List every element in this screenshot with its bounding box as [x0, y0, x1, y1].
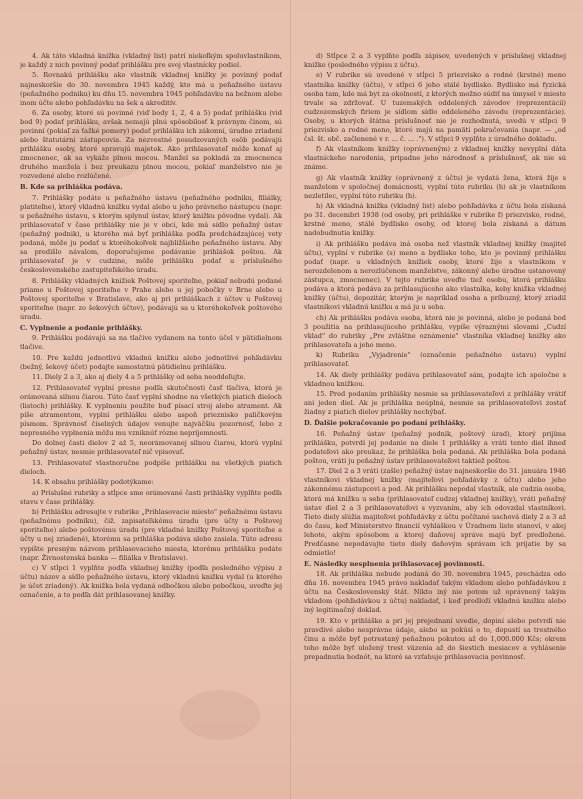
paragraph: i) Ak prihlášku podáva iná osoba než vlastník vkladnej knižky (majiteľ účtu), vyplní v rubrike (s) meno a bydlisko toho, kto je povinný prihlášku podať (napr. u vkladných knižiek osoby, ktoré žije s vlastníkom v nerozdelenom a nerozlúčenom manželstve, zákonný alebo úradne ustanovený zástupca, zmocnenec). V tejto rubrike uveďte tiež osobu, ktorá prihlášku podáva a ktorá podáva za prihlasujúceho ako vlastníka, keby knižka vkladnej knižky (účtu), depozitár, ktorým je napríklad osoba a príbuzný, ktorý zriadil vlastníkovi vkladnú knižku a má ju u seba. — [304, 239, 566, 312]
paragraph: c) V stĺpci 1 vyplňte podľa vkladnej knižky (podľa posledného výpisu z účtu) názov a sídlo peňažného ústavu, ktorý vkladnú knižku vydal (u ktorého je účet zriadený). Ak knižka bola vydaná odbočkou alebo pobočkou, uveďte jej označenie, a to podľa dát prihlasovanej knižky. — [20, 564, 282, 600]
section-heading: B. Kde sa prihláška podáva. — [20, 183, 123, 192]
paragraph: f) Ak vlastníkom knižky (oprávneným) z vkladnej knižky nevyplní dáta vlastníckeho narodenia, pripadne jeho národnosť a príslušnosť, ak nie sú známe. — [304, 145, 566, 172]
paragraph: Do dolnej časti dielov 2 až 5, neorámovanej silnou čiarou, ktorú vyplní peňažný ústav, nesmie prihlasovateľ nič vpisovať. — [20, 439, 282, 457]
paragraph: 8. Prihlášky vkladných knižiek Poštovej sporiteľne, pokiaľ nebudú podané priamo u Poštovej sporiteľne v Prahe alebo u jej pobočky v Brne alebo u Poštovej sporiteľne v Bratislave, ako aj pri prihláškach z účtov u Poštovej sporiteľne (napr. zo šekových účtov), podávajú sa u ktoréhokoľvek poštového úradu. — [20, 276, 282, 321]
paragraph: 15. Pred podaním prihlášky nesmie sa prihlasovateľovi z prihlášky vrátiť ani jeden diel. Ak je prihláška neúplná, nesmie sa prihlasovateľovi zostať žiadny z piatich dielov prihlášky nechýbať. — [304, 390, 566, 417]
paragraph: 5. Rovnakú prihlášku ako vlastník vkladnej knižky je povinný podať najneskoršie do 30. novembra 1945 každý, kto má u peňažného ústavu (peňažného podniku) ku dňu 15. novembra 1945 pohľadávku na bežnom alebo inom účte alebo pohľadávku na šek a akreditív. — [20, 71, 282, 107]
paragraph: 14. Ak diely prihlášky podáva prihlasovateľ sám, podajte ich spoločne s vkladnou knižkou. — [304, 370, 566, 388]
section-heading: D. Ďalšie pokračovanie po podaní prihlášky. — [304, 419, 466, 428]
paragraph: b) Prihlášku adresujte v rubrike „Prihlasovacie miesto" peňažnému ústavu (peňažnému podniku), čiž. zapisateľskému úradu (pre účty u Poštovej sporiteľne) alebo poštovému úradu (pre vkladné knižky Poštovej sporiteľne a účty u nej zriadené), ktorému sa prihláška podáva alebo zasiela. Túto adresu vypíšte presným názvom prihlasovacieho miesta, ktorému prihlášku podáte (napr. Živnostenská banka — filiálka v Bratislave). — [20, 508, 282, 562]
paragraph: 13. Prihlasovateľ vlastnoručne podpíše prihlášku na všetkých piatich dieloch. — [20, 458, 282, 476]
section-heading: C. Vyplnenie a podanie prihlášky. — [20, 323, 143, 332]
section-heading: E. Následky nesplnenia prihlasovacej povinnosti. — [304, 559, 485, 568]
paragraph: g) Ak vlastník knižky (oprávnený z účtu) je vydatá žena, ktorá žije s manželom v spoločnej domácnosti, vyplní túto rubriku (h) ak je vlastníkom nezletilec, vyplní túto rubriku (h). — [304, 173, 566, 200]
paragraph: 18. Ak prihláška nebude podaná do 30. novembra 1945, prechádza odo dňa 16. novembra 1945 právo nakladať takým vkladom alebo pohľadávkou z účtu na Československý štát. Nikto iný nie potom už oprávnený takým vkladom (pohľadávkou z účtu) nakladať, i keď predloží vkladnú knižku alebo iný legitimačný doklad. — [304, 570, 566, 615]
page-fold — [290, 0, 292, 799]
paragraph: 10. Pre každú jednotlivú vkladnú knižku alebo jednotlivé pohľadávku (bežný, šekový účet) podajte samostatnú pätidielnu prihlášku. — [20, 353, 282, 371]
paragraph: 9. Prihlášku podávajú sa na tlačive vydanom na tento účel v pätidielnom tlačive. — [20, 334, 282, 352]
paragraph: 14. K obsahu prihlášky podotýkame: — [32, 478, 154, 487]
paragraph: 4. Ak táto vkladná knižka (vkladný list) patrí niekoľkým spoluvlastníkom, je každý z nich povinný podať prihlášku pre svoj vlastnícky podiel. — [20, 52, 282, 70]
paragraph: 6. Za osoby, ktoré sú povinné (viď body 1, 2, 4 a 5) podať prihlášku (viď bod 9) podať prihlášku, avšak nemajú plnú spôsobilosť k právnym činom, sú povinní (pokiaľ za ťažké pomery) podať prihlášku ich zákonní, úradne zriadení alebo štatutárni zástupcovia. Za nezvestné posudzovaných osôb podávajú prihlášku osoby, ktoré spravujú majetok. Ako prihlasovateľ môže konať aj zmocnenec, ak sa vykáže plnou mocou. Manžel sa pokladá za zmocnenca druhého manžela i bez preukazu plnou mocou, pokiaľ manželstvo nie je rozvedené alebo rozlúčené. — [20, 109, 282, 181]
paragraph: h) Ak vkladná knižka (vkladný list) alebo pohľadávka z účtu bola získaná po 31. decembri 1938 (od osoby, pri prihláške v rubrike f) priezvisko, rodné, krstné meno, stálé bydlisko osoby, od ktorej bola získaná a dátum nadobudnutia knižky. — [304, 202, 566, 238]
paragraph: 17. Diel 2 a 3 vráti (zašle) peňažný ústav najneskoršie do 31. januára 1946 vlastníkovi vkladnej knižky (majiteľovi pohľadávky z účtu) alebo jeho zákonnému zástupcovi a pod. Ak prihlášku nepodal vlastník, ale cudzia osoba, ktorá má knižku u seba (prihlasovateľ cudzej vkladnej knižky), vráti peňažný ústav diel 2 a 3 prihlasovateľovi s vyzvaním, aby ich odovzdal vlastníkovi. Tieto diely slúžia majiteľovi pohľadávky z účtu počítané uschová diely 2 a 3 až do času, keď Ministerstvo financií vyhláškou v Úradnom liste stanoví, v akej lehote, akým spôsobom a ktorej daňovej správe majú byť predložené. Predčasne nepodávajte tieto diely daňovým správam ich prijatie by sa odmietlo! — [304, 467, 566, 557]
paragraph: 16. Peňažný ústav (peňažný podnik, poštový úrad), ktorý prijíma prihlášku, potvrdí jej podanie na diele 1 prihlášky a vráti tento diel ihneď podateľovi ako preukaz, že prihláška bola podaná. Ak prihláška bola podaná poštou, vráti ju peňažný ústav prihlasovateľovi taktiež poštou. — [304, 429, 566, 465]
paragraph: k) Rubriku „Vyjadrenie" (označenie peňažného ústavu) vyplní prihlasovateľ. — [304, 351, 566, 369]
left-text-column — [20, 52, 282, 787]
paragraph: d) Stĺpce 2 a 3 vyplňte podľa zápisov, uvedených v príslušnej vkladnej knižke (posledného výpisu z účtu). — [304, 52, 566, 70]
paragraph: 7. Prihlášky podáte u peňažného ústavu (peňažného podniku, filiálky, platiteľne), ktorý vkladnú knižku vydal alebo u jeho právneho nástupcu (napr. u peňažného ústavu, s ktorým splynul ústav, ktorý knižku pôvodne vydal). Ak prihlasovateľ v čase prihlášky nie je v obci, kde má sídlo peňažný ústav (peňažný podnik), u ktorého má byť prihláška podľa predchádzajúcej vety podaná, môže ju podať u ktoréhokoľvek najbližšieho peňažného ústavu. Aby sa predišlo návalom, doporučujeme podávanie prihlášok poštou. Ak prihlasovateľ je v cudzine, môže prihlášku podať u príslušného československého zastupiteľského úradu. — [20, 193, 282, 275]
paragraph: e) V rubrike sú uvedené v stĺpci 5 priezvisko a rodné (krstné) meno vlastníka knižky (účtu), v stĺpci 6 jeho stálé bydlisko. Bydlisko má fyzická osoba tam, kde má byt za okolností, z ktorých možno súdiť na úmysel v mieste trvale sa zdržovať. U tuzemských oddelených závodov (reprezentácií) cudzozemských firiem je sídlom sídlo oddeleného závodu (reprezentácie). Osoby, u ktorých štátna príslušnosť nie je rozhodnutá, uvedú v stĺpci 9 priezvisko a rodné meno, ktoré majú na pamäti pokračovania (napr. — „od čsl. št. obč. začlenené v r. ... č. ... ."). V stĺpci 9 vyplňte z úradného dokladu. — [304, 71, 566, 143]
paragraph: ch) Ak prihlášku podáva osoba, ktorá nie je povinná, alebo je podaná bod 3 použitia na prihlasujúceho prihlášku, vypíše výraznými slovami „Cudzí vklad" do rubriky „Pre zvláštne oznámenie" vlastníka vkladnej knižky ako prihlasovateľa a jeho meno. — [304, 313, 566, 349]
paragraph: 12. Prihlasovateľ vyplní presne podľa skutočnosti časť tlačiva, ktorá je orámovaná silnou čiarou. Túto časť vyplní shodne na všetkých piatich dieloch (listoch) prihlášky. K vyplneniu použite buď písací stroj alebo atrament. Ak píše atramentom, vyplní prihlášku alebo aspoň prieznisko paličkovým písmom. Správnosť číselných údajov venujte najväčšiu pozornosť, lebo z nepresného vyplnenia môžu mu vzniknúť rôzne nepríjemnosti. — [20, 383, 282, 437]
paragraph: a) Príslušné rubriky a stĺpce sme orámované časti prihlášky vyplňte podľa stavu v čase prihlášky. — [20, 488, 282, 506]
right-text-column — [304, 52, 566, 787]
paragraph: 19. Kto v prihláške a pri jej prejednaní uvedie, dopiní alebo potvrdí nie pravdivé alebo nesprávne údaje, alebo sa pokúsi o to, dopustí sa trestného činu a môže byť potrestaný peňažnou pokutou až do 1,000.000 Kčs; okrem toho môže byť uložený trest väzenia až do šiestich mesiacov a vyhlásenie prepadnutia hodnôt, na ktoré sa vzťahuje prihlasovacia povinnosť. — [304, 616, 566, 662]
paragraph: 11. Diely 2 a 3, ako aj diely 4 a 5 prihlášky od seba neoddeľujte. — [32, 373, 246, 382]
